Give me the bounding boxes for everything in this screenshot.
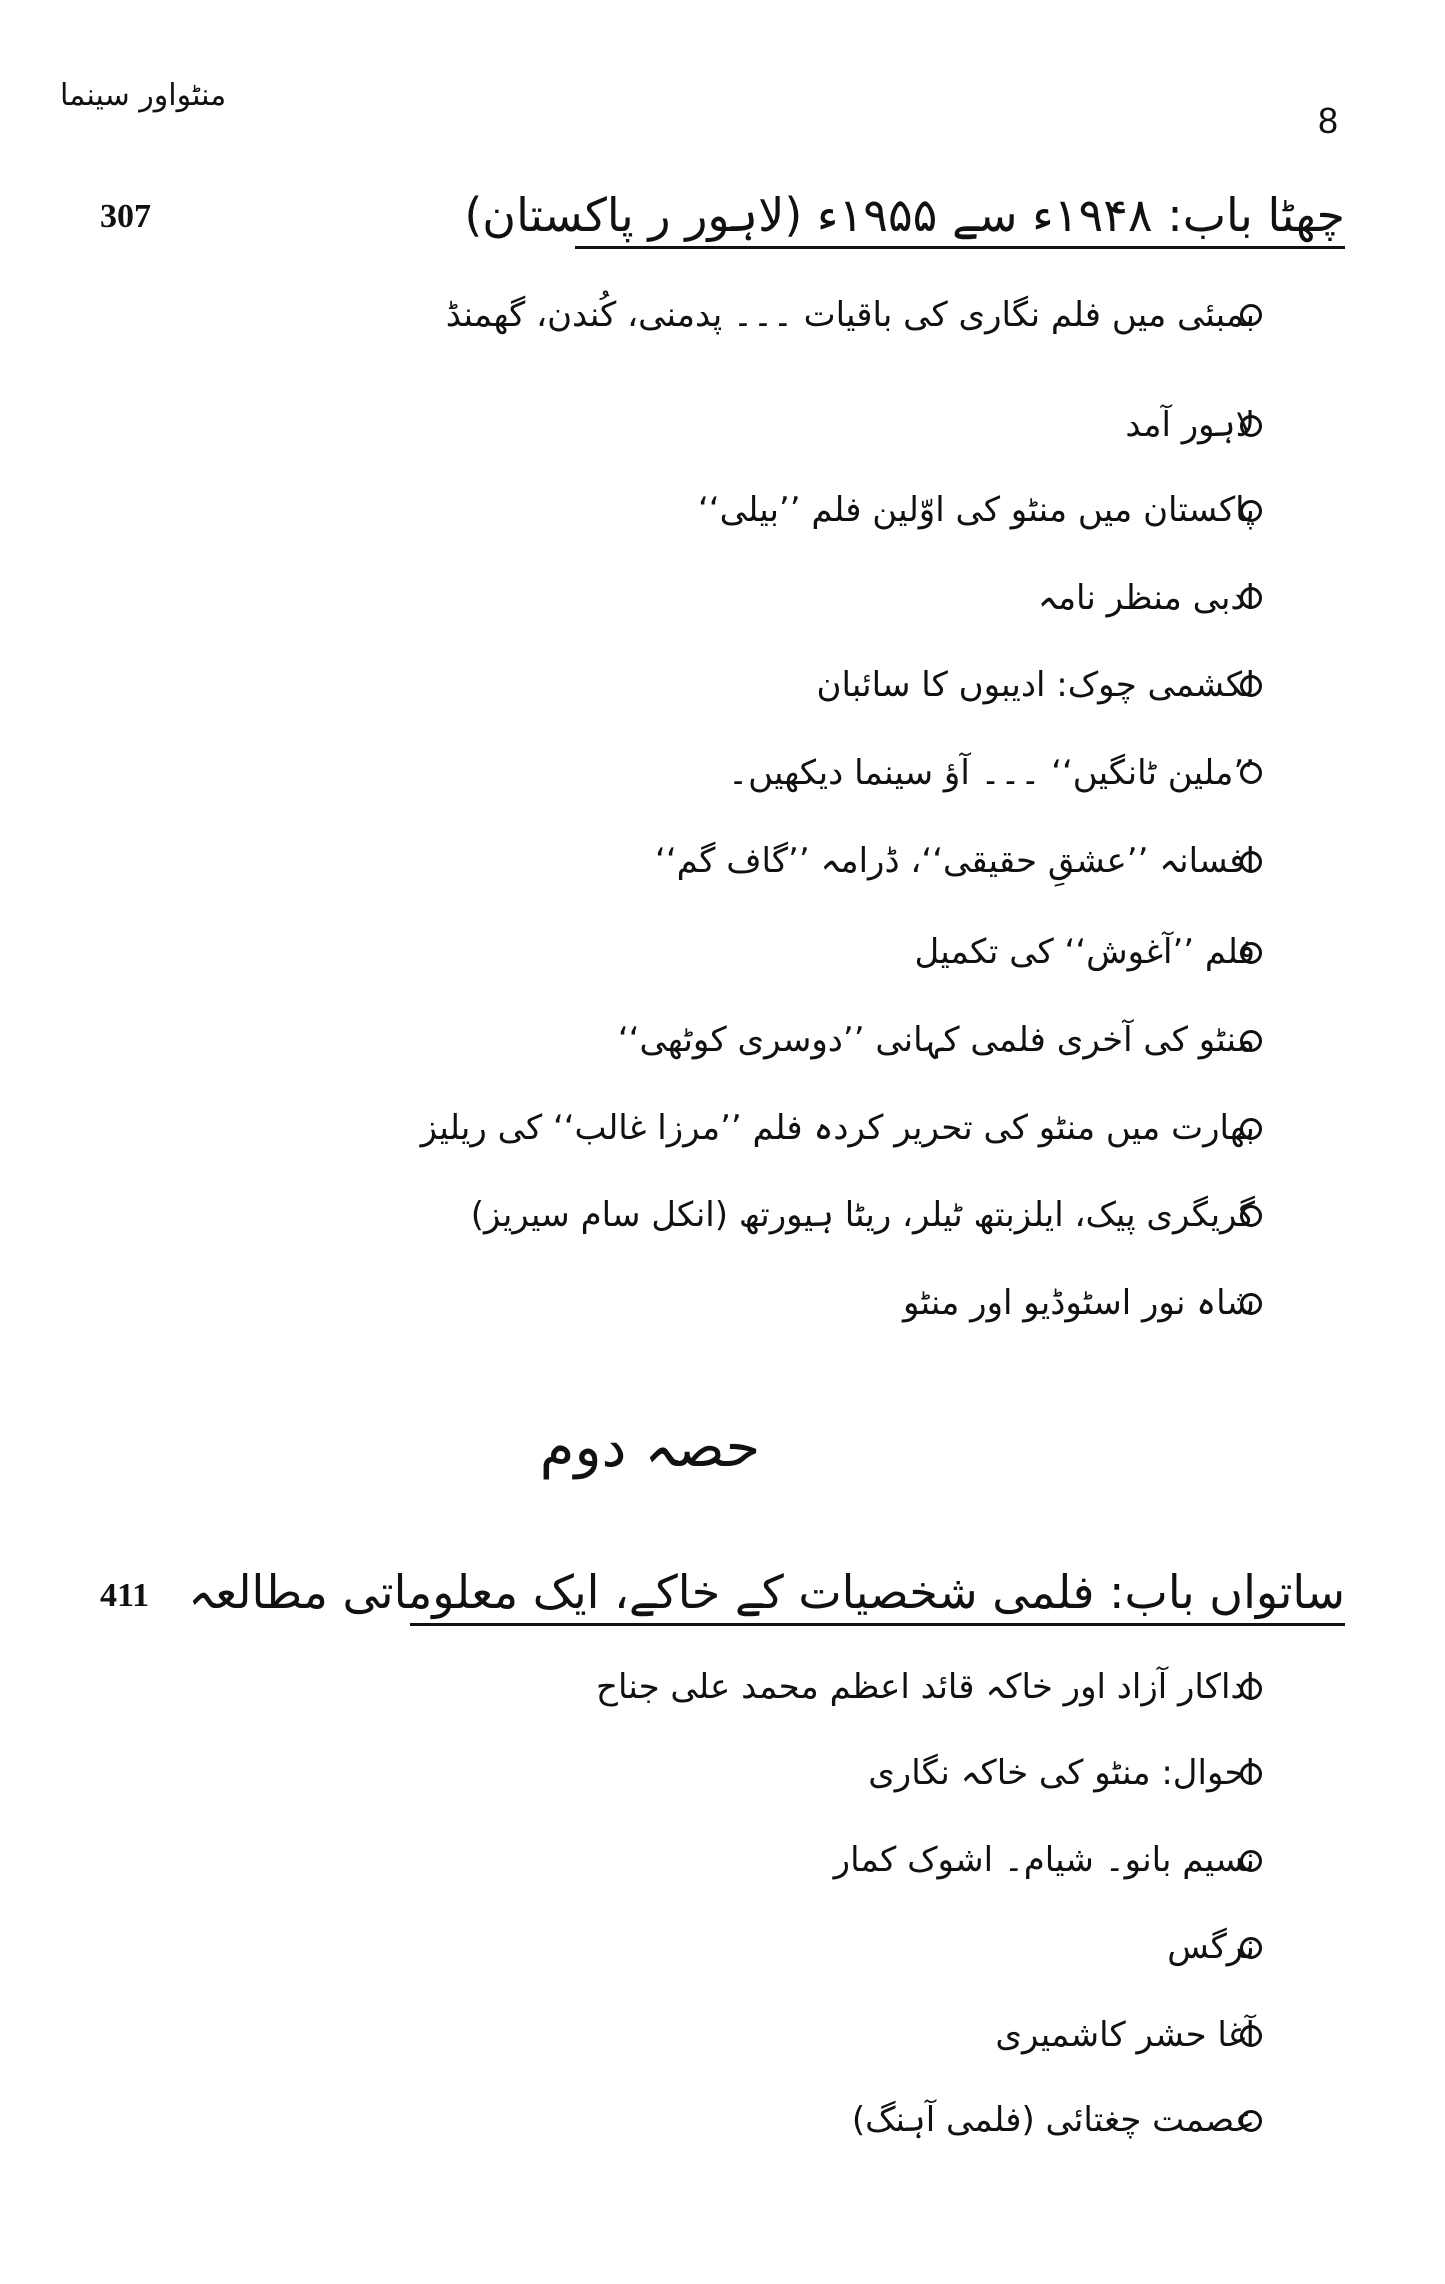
chapter-7-item: احوال: منٹو کی خاکہ نگاری [868,1753,1255,1793]
chapter-6-heading: چھٹا باب: ۱۹۴۸ء سے ۱۹۵۵ء (لاہور ر پاکستان) [575,188,1345,249]
chapter-7-page-number: 411 [100,1577,150,1614]
chapter-6-item: بمبئی میں فلم نگاری کی باقیات ۔۔۔ پدمنی، کُندن، گھمنڈ [445,295,1255,335]
chapter-7-item: آغا حشر کاشمیری [995,2015,1255,2055]
chapter-6-item: پاکستان میں منٹو کی اوّلین فلم ’’بیلی‘‘ [698,490,1255,530]
chapter-6-item: منٹو کی آخری فلمی کہانی ’’دوسری کوٹھی‘‘ [617,1020,1255,1060]
section-heading: حصہ دوم [539,1415,761,1480]
chapter-6-item: افسانہ ’’عشقِ حقیقی‘‘، ڈرامہ ’’گاف گم‘‘ [655,841,1255,881]
book-title: منٹواور سینما [60,78,227,113]
chapter-6-item: ’’ملین ٹانگیں‘‘ ۔۔۔ آؤ سینما دیکھیں۔ [728,753,1255,793]
chapter-7-item: نسیم بانو۔ شیام۔ اشوک کمار [833,1840,1255,1880]
chapter-6-item: لاہور آمد [1125,405,1255,445]
chapter-6-item: گریگری پیک، ایلزبتھ ٹیلر، ریٹا ہیورتھ (انکل سام سیریز) [470,1195,1255,1235]
chapter-7-item: اداکار آزاد اور خاکہ قائد اعظم محمد علی جناح [596,1667,1255,1707]
chapter-6-page-number: 307 [100,198,151,235]
chapter-7-heading: ساتواں باب: فلمی شخصیات کے خاکے، ایک معلوماتی مطالعہ [410,1565,1345,1626]
chapter-6-item: لکشمی چوک: ادیبوں کا سائبان [816,665,1255,705]
chapter-6-item: بھارت میں منٹو کی تحریر کردہ فلم ’’مرزا غالب‘‘ کی ریلیز [420,1108,1255,1148]
chapter-6-item: شاہ نور اسٹوڈیو اور منٹو [903,1283,1255,1323]
chapter-7-item: نرگس [1167,1927,1255,1967]
chapter-6-item: فلم ’’آغوش‘‘ کی تکمیل [914,932,1255,972]
chapter-6-item: ادبی منظر نامہ [1037,578,1255,618]
page-number: 8 [1318,100,1339,141]
chapter-7-item: عصمت چغتائی (فلمی آہنگ) [851,2100,1255,2140]
